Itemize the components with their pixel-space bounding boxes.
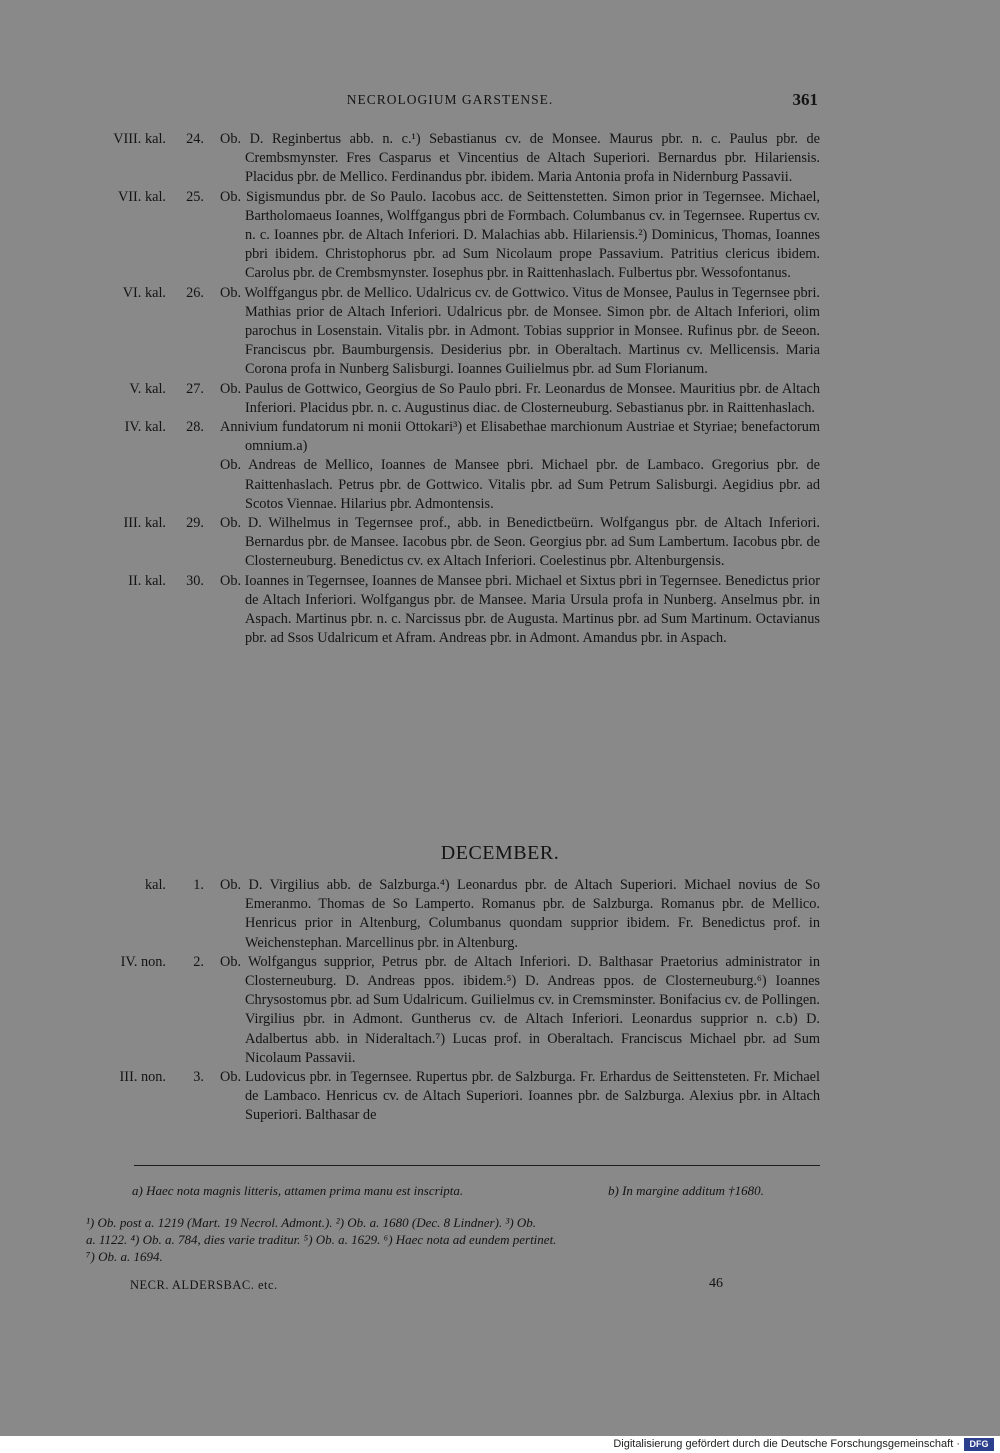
- necrology-entry: [60, 188, 820, 284]
- day-number: 25.: [186, 188, 204, 205]
- necrology-entry: [60, 953, 820, 1068]
- footnote-line: ⁷) Ob. a. 1694.: [86, 1249, 163, 1264]
- entry-text: Ob. D. Virgilius abb. de Salzburga.⁴) Leonardus pbr. de Altach Superiori. Michael novius de So Emeranmo. Thomas de So Lamperto. Romanus pbr. de Salzburga. Romanus pbr. de Mellico. Henricus prior in Altenburg, Columbanus quondam supprior ibidem. Fr. Benedictus prof. in Weichenstephan. Marcellinus pbr. in Altenburg.: [220, 877, 820, 951]
- calendar-date: kal.: [144, 877, 166, 893]
- day-number: 2.: [193, 953, 204, 970]
- necrology-entry: [60, 418, 820, 514]
- entry-text: Ob. Ioannes in Tegernsee, Ioannes de Mansee pbri. Michael et Sixtus pbri in Tegernsee. Benedictus prior de Altach Inferiori. Wolfgangus pbr. de Mansee. Maria Ursula profa in Nunberg. Anselmus pbr. in Aspach. Martinus pbr. n. c. Narcissus pbr. de Augusta. Martinus pbr. ad Sum Martinum. Octavianus pbr. ad Ssos Udalricum et Afram. Andreas pbr. in Admont. Amandus pbr. in Aspach.: [220, 572, 820, 647]
- day-number: 28.: [186, 419, 204, 436]
- necrology-entry: [60, 380, 820, 418]
- necrology-entry: [60, 1068, 820, 1126]
- entry-text: Ob. Paulus de Gottwico, Georgius de So Paulo pbri. Fr. Leonardus de Monsee. Mauritius pbr. de Altach Inferiori. Placidus pbr. n. c. Augustinus diac. de Closterneuburg. Sebastianus pbr. in Raittenhaslach.: [220, 380, 820, 416]
- footnote-divider: [134, 1165, 820, 1166]
- entry-text: Ob. D. Reginbertus abb. n. c.¹) Sebastianus cv. de Monsee. Maurus pbr. n. c. Paulus pbr. de Crembsmynster. Fres Casparus et Vincentius de Altach Superiori. Bernardus pbr. Hilariensis. Placidus pbr. de Mellico. Ferdinandus pbr. ibidem. Maria Antonia profa in Nidernburg Passavii.: [220, 131, 820, 186]
- footnotes: [86, 1214, 820, 1265]
- necrology-entry: [60, 130, 820, 188]
- calendar-date: VI. kal.: [122, 284, 166, 301]
- necrology-entry: [60, 284, 820, 380]
- entry-text: Ob. Wolfgangus supprior, Petrus pbr. de Altach Inferiori. D. Balthasar Praetorius administrator in Closterneuburg. D. Andreas ppos. ibidem.⁵) D. Andreas ppos. de Closterneuburg.⁶) Ioannes Chrysostomus pbr. ad Sum Udalricum. Guilielmus cv. in Cremsminster. Bonifacius cv. de Pollingen. Virgilius pbr. in Admont. Guntherus cv. de Altach Inferiori. Leonardus supprior n. c.b) D. Adalbertus abb. in Nideraltach.⁷) Lucas prof. in Oberaltach. Franciscus Michael pbr. ad Sum Nicolaum Passavii.: [220, 953, 820, 1066]
- necrology-entry: [60, 514, 820, 572]
- entry-text: Ob. Ludovicus pbr. in Tegernsee. Rupertus pbr. de Salzburga. Fr. Erhardus de Seittensteten. Fr. Michael de Lambaco. Henricus cv. de Altach Superiori. Ioannes pbr. de Salzburga. Alexius pbr. in Altach Superiori. Balthasar de: [220, 1069, 820, 1124]
- necrology-entry: [60, 876, 820, 953]
- calendar-date: V. kal.: [129, 380, 166, 397]
- calendar-date: IV. non.: [120, 953, 166, 970]
- signature-mark: NECR. ALDERSBAC. etc.: [130, 1278, 278, 1292]
- running-title: NECROLOGIUM GARSTENSE.: [346, 92, 554, 107]
- note-a: a) Haec nota magnis litteris, attamen prima manu est inscripta.: [132, 1183, 464, 1198]
- day-number: 1.: [193, 877, 204, 893]
- funding-credit: Digitalisierung gefördert durch die Deutsche Forschungsgemeinschaft ·: [613, 1438, 960, 1450]
- entry-text: Ob. D. Wilhelmus in Tegernsee prof., abb. in Benedictbeürn. Wolfgangus pbr. de Altach Inferiori. Bernardus pbr. de Mansee. Iacobus pbr. de Seon. Georgius pbr. ad Sum Lambertum. Iacobus pbr. de Closterneuburg. Benedictus cv. ex Altach Inferiori. Coelestinus pbr. Altenburgensis.: [220, 515, 820, 570]
- entry-text: Ob. Sigismundus pbr. de So Paulo. Iacobus acc. de Seittenstetten. Simon prior in Tegernsee. Michael, Bartholomaeus Ioannes, Wolffgangus pbri de Formbach. Columbanus cv. in Tegernsee. Rupertus cv. n. c. Ioannes pbr. de Altach Inferiori. D. Malachias abb. Hilariensis.²) Dominicus, Thomas, Ioannes pbri ibidem. Christophorus pbr. ad Sum Nicolaum prope Passavium. Patritius clericus ibidem. Carolus pbr. de Crembsmynster. Iosephus pbr. in Raittenhaslach. Fulbertus pbr. Wessofontanus.: [220, 188, 820, 282]
- signature-number: 46: [709, 1276, 723, 1291]
- entry-text: Annivium fundatorum ni monii Ottokari³) et Elisabethae marchionum Austriae et Styriae; benefactorum omnium.a): [220, 419, 820, 455]
- entries-november: [60, 130, 820, 648]
- calendar-date: IV. kal.: [124, 419, 166, 436]
- calendar-date: III. kal.: [123, 515, 166, 532]
- note-b: b) In margine additum †1680.: [608, 1183, 764, 1198]
- section-heading: DECEMBER.: [440, 842, 560, 864]
- calendar-date: III. non.: [119, 1069, 166, 1086]
- necrology-entry: [60, 572, 820, 649]
- credit-bar: [0, 1436, 1000, 1453]
- day-number: 29.: [186, 515, 204, 532]
- entries-december: [60, 876, 820, 1126]
- day-number: 26.: [186, 284, 204, 301]
- day-number: 27.: [186, 380, 204, 397]
- entry-text: Ob. Andreas de Mellico, Ioannes de Mansee pbri. Michael pbr. de Lambaco. Gregorius pbr. de Raittenhaslach. Petrus pbr. de Gottwico. Vitalis pbr. ad Sum Petrum Salisburgi. Aegidius pbr. ad Scotos Viennae. Hilarius pbr. Admontensis.: [220, 457, 820, 512]
- page-number: 361: [792, 90, 818, 109]
- footnote-line: a. 1122. ⁴) Ob. a. 784, dies varie traditur. ⁵) Ob. a. 1629. ⁶) Haec nota ad eundem pertinet.: [86, 1232, 557, 1247]
- entry-text: Ob. Wolffgangus pbr. de Mellico. Udalricus cv. de Gottwico. Vitus de Monsee, Paulus in Tegernsee pbri. Mathias prior de Altach Inferiori. Udalricus pbr. de Monsee. Simon pbr. de Altach Inferiori, olim parochus in Losenstain. Vitalis pbr. in Admont. Tobias supprior in Monsee. Rufinus pbr. de Seeon. Franciscus pbr. Baumburgensis. Desiderius pbr. in Oberaltach. Martinus cv. Mellicensis. Maria Corona profa in Nunberg Salisburgi. Ioannes Guilielmus pbr. ad Sum Florianum.: [220, 284, 820, 378]
- calendar-date: VIII. kal.: [113, 131, 166, 147]
- footnote-line: ¹) Ob. post a. 1219 (Mart. 19 Necrol. Admont.). ²) Ob. a. 1680 (Dec. 8 Lindner). ³) Ob.: [86, 1215, 537, 1230]
- calendar-date: VII. kal.: [117, 188, 166, 205]
- day-number: 24.: [186, 131, 204, 147]
- day-number: 3.: [193, 1069, 204, 1086]
- calendar-date: II. kal.: [128, 572, 166, 589]
- day-number: 30.: [186, 572, 204, 589]
- dfg-logo: DFG: [964, 1438, 994, 1451]
